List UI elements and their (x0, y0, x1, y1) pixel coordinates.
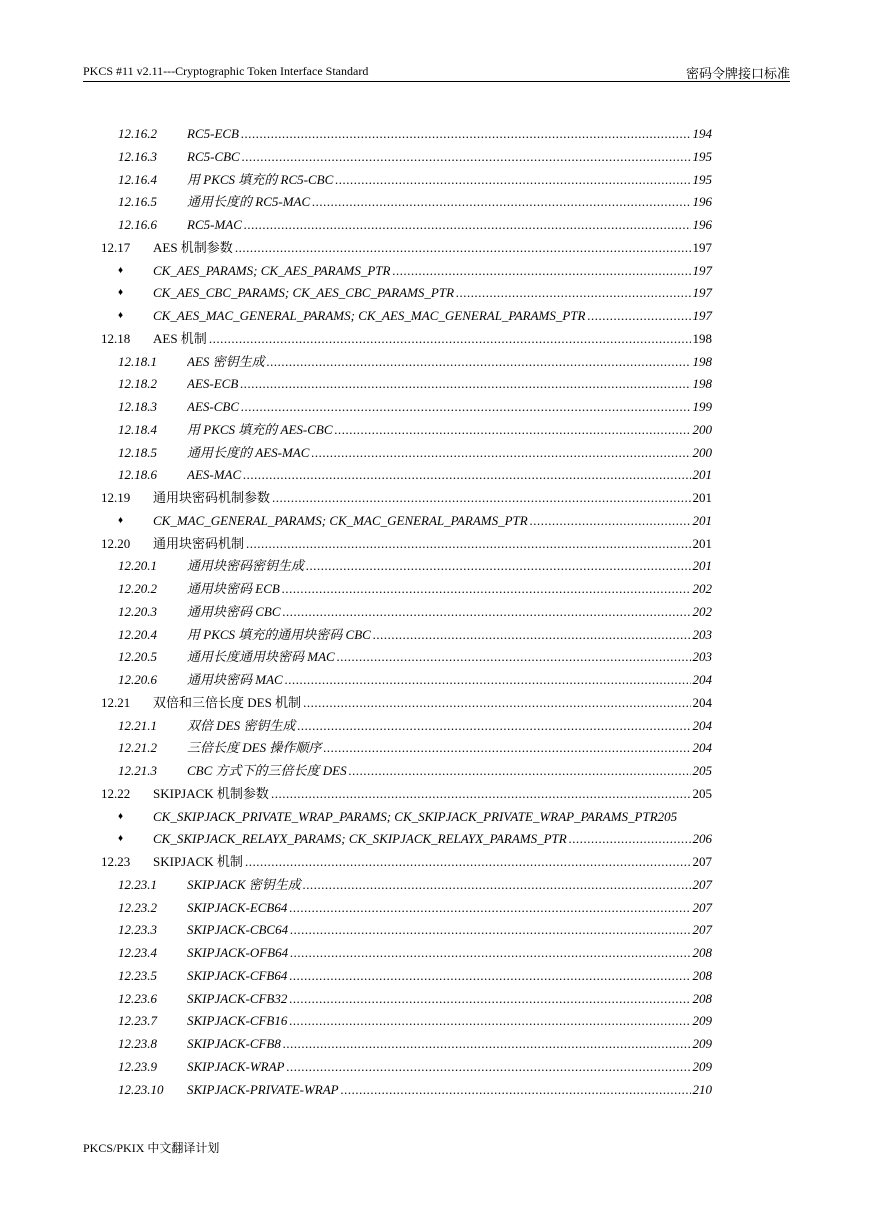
dot-leader (341, 1080, 691, 1100)
toc-entry-page-number[interactable]: 207 (692, 876, 712, 892)
toc-entry-number: 12.18.2 (118, 376, 157, 392)
toc-entry-title-wrap (187, 943, 691, 963)
toc-entry-number: 12.23.2 (118, 899, 157, 915)
toc-entry-page-number[interactable]: 209 (692, 1036, 712, 1051)
toc-entry-page-number[interactable]: 197 (692, 308, 712, 323)
toc-entry-number: 12.18.1 (118, 353, 157, 369)
toc-entry-title[interactable]: SKIPJACK-WRAP (187, 1058, 285, 1074)
toc-entry-number: 12.18.6 (118, 467, 157, 483)
toc-entry-title-wrap (187, 625, 691, 645)
toc-entry-page-number[interactable]: 198 (692, 353, 712, 369)
toc-entry-title-wrap (187, 465, 691, 485)
toc-entry[interactable] (0, 602, 869, 625)
toc-entry-page-number[interactable]: 201 (692, 490, 712, 505)
toc-entry-number: 12.16.6 (118, 217, 157, 232)
toc-entry-page-number[interactable]: 210 (692, 1081, 712, 1097)
toc-entry[interactable] (0, 738, 869, 761)
toc-entry[interactable] (0, 306, 869, 329)
toc-entry-title[interactable]: AES 机制参数 (153, 239, 233, 255)
toc-entry[interactable] (0, 374, 869, 397)
toc-entry-number: 12.16.5 (118, 194, 157, 210)
dot-leader (244, 215, 691, 235)
table-of-contents (0, 124, 869, 1102)
toc-entry-number: 12.16.2 (118, 126, 157, 141)
toc-entry-number: 12.21 (101, 694, 131, 710)
toc-entry-title-wrap (187, 1034, 691, 1054)
toc-entry-title-wrap (187, 1057, 691, 1077)
toc-entry[interactable] (0, 511, 869, 534)
page-footer: PKCS/PKIX 中文翻译计划 (83, 1141, 220, 1155)
dot-leader (272, 488, 691, 508)
toc-entry[interactable] (0, 1080, 869, 1103)
toc-entry-title-wrap (187, 647, 691, 667)
toc-entry[interactable] (0, 784, 869, 807)
toc-entry-page-number[interactable]: 200 (692, 444, 712, 460)
dot-leader (289, 1011, 691, 1031)
dot-leader (245, 852, 691, 872)
toc-entry-page-number[interactable]: 203 (692, 626, 712, 642)
toc-entry-number: 12.20.1 (118, 558, 157, 574)
toc-entry-page-number[interactable]: 205 (692, 763, 712, 778)
toc-entry-title[interactable]: SKIPJACK 机制参数 (153, 785, 269, 801)
dot-leader (243, 465, 691, 485)
dot-leader (241, 397, 691, 417)
toc-entry-number: 12.23 (101, 854, 131, 869)
toc-entry-title[interactable]: SKIPJACK-CFB8 (187, 1036, 281, 1051)
toc-entry-title-wrap (187, 192, 691, 212)
toc-entry-title-wrap (153, 807, 749, 827)
toc-entry-title[interactable]: SKIPJACK 密钥生成 (187, 876, 301, 892)
toc-entry-number: 12.16.4 (118, 171, 157, 187)
toc-entry[interactable] (0, 238, 869, 261)
toc-entry[interactable] (0, 352, 869, 375)
toc-entry[interactable] (0, 465, 869, 488)
bullet-diamond-icon: ♦ (118, 310, 124, 321)
toc-entry-page-number[interactable]: 196 (692, 194, 712, 210)
toc-entry-title[interactable]: 用 PKCS 填充的通用块密码 CBC (187, 626, 371, 642)
toc-entry-page-number[interactable]: 201 (692, 558, 712, 574)
toc-entry-page-number[interactable]: 202 (692, 603, 712, 619)
dot-leader (303, 875, 691, 895)
toc-entry-title-wrap (187, 920, 691, 940)
toc-entry-title[interactable]: CK_SKIPJACK_RELAYX_PARAMS; CK_SKIPJACK_RELAYX_PARAMS_PTR (153, 831, 567, 847)
dot-leader (283, 602, 691, 622)
toc-entry-number: 12.20 (101, 535, 131, 551)
toc-entry-title-wrap (187, 352, 691, 372)
dot-leader (392, 261, 691, 281)
toc-entry-number: 12.16.3 (118, 148, 157, 164)
dot-leader (311, 443, 691, 463)
toc-entry-page-number[interactable]: 207 (692, 922, 712, 938)
toc-entry[interactable] (0, 147, 869, 170)
toc-entry-number: 12.20.4 (118, 626, 157, 642)
toc-entry-page-number[interactable]: 201 (692, 467, 712, 483)
toc-entry[interactable] (0, 989, 869, 1012)
toc-entry-title[interactable]: CBC 方式下的三倍长度 DES (187, 763, 347, 778)
toc-entry-page-number[interactable]: 195 (692, 148, 712, 164)
toc-entry[interactable] (0, 420, 869, 443)
toc-entry-number: 12.22 (101, 785, 131, 801)
toc-entry[interactable] (0, 625, 869, 648)
toc-entry-page-number[interactable]: 194 (692, 126, 712, 141)
toc-entry-number: 12.23.9 (118, 1058, 157, 1074)
header-document-title: PKCS #11 v2.11---Cryptographic Token Interface Standard (83, 64, 369, 78)
toc-entry-title-wrap (153, 511, 691, 531)
toc-entry-title[interactable]: 双倍和三倍长度 DES 机制 (153, 694, 302, 710)
toc-entry-title-wrap (187, 124, 691, 144)
toc-entry-page-number[interactable]: 201 (692, 512, 712, 528)
toc-entry-title[interactable]: CK_AES_CBC_PARAMS; CK_AES_CBC_PARAMS_PTR (153, 285, 455, 301)
toc-entry-title-wrap (187, 420, 691, 440)
dot-leader (242, 147, 691, 167)
dot-leader (209, 329, 691, 349)
toc-entry-title-wrap (187, 556, 691, 576)
toc-entry-page-number[interactable]: 201 (692, 535, 712, 551)
toc-entry-title-wrap (153, 306, 691, 326)
toc-entry-title[interactable]: AES-CBC (187, 399, 239, 414)
toc-entry-title-wrap (187, 374, 691, 394)
toc-entry-page-number[interactable]: 207 (692, 899, 712, 915)
toc-entry-title[interactable]: SKIPJACK-CFB16 (187, 1013, 288, 1029)
toc-entry-page-number[interactable]: 197 (692, 285, 712, 301)
toc-entry[interactable] (0, 192, 869, 215)
toc-entry-title-wrap (153, 852, 691, 872)
toc-entry-title[interactable]: RC5-CBC (187, 148, 240, 164)
dot-leader (267, 352, 691, 372)
toc-entry-title[interactable]: 通用块密码密钥生成 (187, 558, 305, 574)
toc-entry[interactable] (0, 966, 869, 989)
dot-leader (241, 124, 691, 144)
toc-entry-title-wrap (187, 761, 691, 781)
toc-entry-number: 12.18 (101, 330, 131, 346)
dot-leader (303, 693, 691, 713)
toc-entry-number: 12.23.1 (118, 876, 157, 892)
toc-entry-title-wrap (187, 898, 691, 918)
toc-entry-title[interactable]: CK_AES_PARAMS; CK_AES_PARAMS_PTR (153, 262, 391, 278)
toc-entry-title-wrap (153, 261, 691, 281)
toc-entry-title-wrap (187, 1011, 691, 1031)
toc-entry-title-wrap (153, 488, 691, 508)
toc-entry-title[interactable]: SKIPJACK-ECB64 (187, 899, 288, 915)
toc-entry-number: 12.23.5 (118, 967, 157, 983)
toc-entry-title[interactable]: RC5-ECB (187, 126, 239, 141)
toc-entry[interactable] (0, 1011, 869, 1034)
toc-entry[interactable] (0, 943, 869, 966)
toc-entry[interactable] (0, 670, 869, 693)
toc-entry-title-wrap (187, 989, 691, 1009)
toc-entry-title-wrap (153, 238, 691, 258)
toc-entry[interactable] (0, 329, 869, 352)
toc-entry-number: 12.23.8 (118, 1036, 157, 1051)
toc-entry-title-wrap (187, 716, 691, 736)
dot-leader (569, 829, 691, 849)
bullet-diamond-icon: ♦ (118, 810, 124, 822)
toc-entry-page-number[interactable]: 198 (692, 330, 712, 346)
toc-entry[interactable] (0, 283, 869, 306)
toc-entry-number: 12.18.5 (118, 444, 157, 460)
toc-entry-title-wrap (187, 670, 691, 690)
toc-entry[interactable] (0, 716, 869, 739)
toc-entry-title[interactable]: 通用块密码 CBC (187, 603, 281, 619)
dot-leader (373, 625, 691, 645)
dot-leader (323, 738, 691, 758)
toc-entry-title[interactable]: AES-MAC (187, 467, 242, 483)
toc-entry-title-wrap (153, 534, 691, 554)
toc-entry-number: 12.23.7 (118, 1013, 157, 1029)
toc-entry[interactable] (0, 829, 869, 852)
dot-leader (297, 716, 691, 736)
dot-leader (335, 170, 691, 190)
toc-entry-page-number[interactable]: 197 (692, 262, 712, 278)
dot-leader (456, 283, 691, 303)
toc-entry-title[interactable]: 三倍长度 DES 操作顺序 (187, 740, 322, 756)
toc-entry[interactable] (0, 1034, 869, 1057)
toc-entry[interactable] (0, 898, 869, 921)
toc-entry-page-number[interactable]: 198 (692, 376, 712, 392)
toc-entry-title[interactable]: SKIPJACK-OFB64 (187, 945, 289, 960)
dot-leader (335, 420, 691, 440)
toc-entry-title[interactable]: 通用块密码机制参数 (153, 490, 271, 505)
toc-entry-page-number[interactable]: 208 (692, 967, 712, 983)
toc-entry-page-number[interactable]: 209 (692, 1058, 712, 1074)
toc-entry-title[interactable]: AES 机制 (153, 330, 207, 346)
toc-entry-title[interactable]: 通用块密码 MAC (187, 672, 283, 687)
dot-leader (289, 966, 691, 986)
toc-entry[interactable] (0, 124, 869, 147)
header-chinese-title: 密码令牌接口标准 (685, 66, 790, 81)
toc-entry-title-wrap (153, 829, 691, 849)
toc-entry-title-wrap (187, 966, 691, 986)
toc-entry[interactable] (0, 1057, 869, 1080)
toc-entry-page-number[interactable]: 207 (692, 854, 712, 869)
toc-entry-number: 12.23.10 (118, 1081, 164, 1097)
dot-leader (282, 579, 691, 599)
toc-entry-title-wrap (187, 1080, 691, 1100)
toc-entry-number: 12.17 (101, 239, 131, 255)
toc-entry-title[interactable]: 通用块密码机制 (153, 535, 245, 551)
toc-entry-page-number[interactable]: 204 (692, 694, 712, 710)
toc-entry-page-number[interactable]: 208 (692, 990, 712, 1006)
dot-leader (283, 1034, 691, 1054)
toc-entry-number: 12.20.3 (118, 603, 157, 619)
toc-entry-page-number[interactable]: 204 (692, 672, 712, 687)
dot-leader (306, 556, 691, 576)
toc-entry-title[interactable]: 通用长度通用块密码 MAC (187, 649, 335, 665)
dot-leader (530, 511, 691, 531)
dot-leader (240, 374, 691, 394)
toc-entry-title[interactable]: AES-ECB (187, 376, 239, 392)
dot-leader (349, 761, 691, 781)
toc-entry-title[interactable]: SKIPJACK-CBC64 (187, 922, 289, 938)
toc-entry-title[interactable]: CK_SKIPJACK_PRIVATE_WRAP_PARAMS; CK_SKIPJACK_PRIVATE_WRAP_PARAMS_PTR205 (153, 808, 678, 824)
dot-leader (290, 943, 691, 963)
toc-entry-title[interactable]: CK_AES_MAC_GENERAL_PARAMS; CK_AES_MAC_GENERAL_PARAMS_PTR (153, 308, 586, 323)
toc-entry[interactable] (0, 215, 869, 238)
toc-entry-title[interactable]: 通用块密码 ECB (187, 581, 280, 596)
dot-leader (337, 647, 691, 667)
page-header (83, 62, 790, 82)
toc-entry[interactable] (0, 807, 869, 830)
toc-entry[interactable] (0, 920, 869, 943)
toc-entry[interactable] (0, 488, 869, 511)
dot-leader (312, 192, 691, 212)
toc-entry[interactable] (0, 579, 869, 602)
toc-entry-title-wrap (187, 602, 691, 622)
toc-entry[interactable] (0, 556, 869, 579)
toc-entry-page-number[interactable]: 205 (692, 785, 712, 801)
toc-entry-title-wrap (187, 147, 691, 167)
toc-entry-title[interactable]: 通用长度的 RC5-MAC (187, 194, 311, 210)
toc-entry-title-wrap (153, 693, 691, 713)
toc-entry-title-wrap (187, 170, 691, 190)
toc-entry[interactable] (0, 534, 869, 557)
toc-entry-title[interactable]: 通用长度的 AES-MAC (187, 444, 310, 460)
toc-entry[interactable] (0, 647, 869, 670)
dot-leader (246, 534, 691, 554)
toc-entry-title-wrap (187, 215, 691, 235)
dot-leader (285, 670, 691, 690)
toc-entry-page-number[interactable]: 204 (692, 717, 712, 733)
toc-entry-title[interactable]: 用 PKCS 填充的 AES-CBC (187, 421, 333, 437)
toc-entry-title-wrap (187, 579, 691, 599)
toc-entry-number: 12.21.3 (118, 763, 157, 778)
toc-entry-number: 12.18.3 (118, 399, 157, 414)
toc-entry-page-number[interactable]: 203 (692, 649, 712, 665)
toc-entry-number: 12.20.5 (118, 649, 157, 665)
toc-entry-page-number[interactable]: 204 (692, 740, 712, 756)
toc-entry-page-number[interactable]: 199 (692, 399, 712, 414)
toc-entry[interactable] (0, 443, 869, 466)
dot-leader (235, 238, 691, 258)
toc-entry-number: 12.19 (101, 490, 131, 505)
toc-entry-title[interactable]: 用 PKCS 填充的 RC5-CBC (187, 171, 334, 187)
toc-entry-title[interactable]: AES 密钥生成 (187, 353, 265, 369)
toc-entry-title-wrap (153, 283, 691, 303)
toc-entry[interactable] (0, 397, 869, 420)
toc-entry-title-wrap (187, 875, 691, 895)
toc-entry-title-wrap (187, 397, 691, 417)
toc-entry[interactable] (0, 170, 869, 193)
toc-entry[interactable] (0, 875, 869, 898)
toc-entry-title[interactable]: SKIPJACK-CFB32 (187, 990, 288, 1006)
toc-entry-page-number[interactable]: 195 (692, 171, 712, 187)
dot-leader (289, 898, 691, 918)
toc-entry-title[interactable]: SKIPJACK-PRIVATE-WRAP (187, 1081, 339, 1097)
dot-leader (289, 989, 691, 1009)
toc-entry-page-number[interactable]: 206 (692, 831, 712, 847)
toc-entry[interactable] (0, 852, 869, 875)
toc-entry-number: 12.20.2 (118, 581, 157, 596)
dot-leader (271, 784, 691, 804)
toc-entry-page-number[interactable]: 197 (692, 239, 712, 255)
toc-entry-title-wrap (153, 329, 691, 349)
toc-entry-title[interactable]: SKIPJACK 机制 (153, 854, 243, 869)
toc-entry-page-number[interactable]: 200 (692, 421, 712, 437)
bullet-diamond-icon: ♦ (118, 514, 124, 526)
toc-entry[interactable] (0, 261, 869, 284)
toc-entry-number: 12.18.4 (118, 421, 157, 437)
toc-entry-number: 12.21.1 (118, 717, 157, 733)
toc-entry-page-number[interactable]: 208 (692, 945, 712, 960)
toc-entry-title-wrap (187, 738, 691, 758)
dot-leader (286, 1057, 691, 1077)
toc-entry-number: 12.23.3 (118, 922, 157, 938)
toc-entry-number: 12.20.6 (118, 672, 157, 687)
toc-entry-page-number[interactable]: 209 (692, 1013, 712, 1029)
toc-entry[interactable] (0, 761, 869, 784)
toc-entry-title[interactable]: SKIPJACK-CFB64 (187, 967, 288, 983)
toc-entry-number: 12.23.4 (118, 945, 157, 960)
toc-entry-title[interactable]: RC5-MAC (187, 217, 242, 232)
toc-entry-page-number[interactable]: 196 (692, 217, 712, 232)
toc-entry-number: 12.23.6 (118, 990, 157, 1006)
toc-entry-title-wrap (153, 784, 691, 804)
bullet-diamond-icon: ♦ (118, 264, 124, 276)
toc-entry-title[interactable]: 双倍 DES 密钥生成 (187, 717, 296, 733)
toc-entry-title-wrap (187, 443, 691, 463)
bullet-diamond-icon: ♦ (118, 287, 124, 299)
toc-entry[interactable] (0, 693, 869, 716)
toc-entry-title[interactable]: CK_MAC_GENERAL_PARAMS; CK_MAC_GENERAL_PARAMS_PTR (153, 512, 528, 528)
toc-entry-number: 12.21.2 (118, 740, 157, 756)
dot-leader (587, 306, 691, 326)
toc-entry-page-number[interactable]: 202 (692, 581, 712, 596)
bullet-diamond-icon: ♦ (118, 833, 124, 845)
dot-leader (290, 920, 691, 940)
